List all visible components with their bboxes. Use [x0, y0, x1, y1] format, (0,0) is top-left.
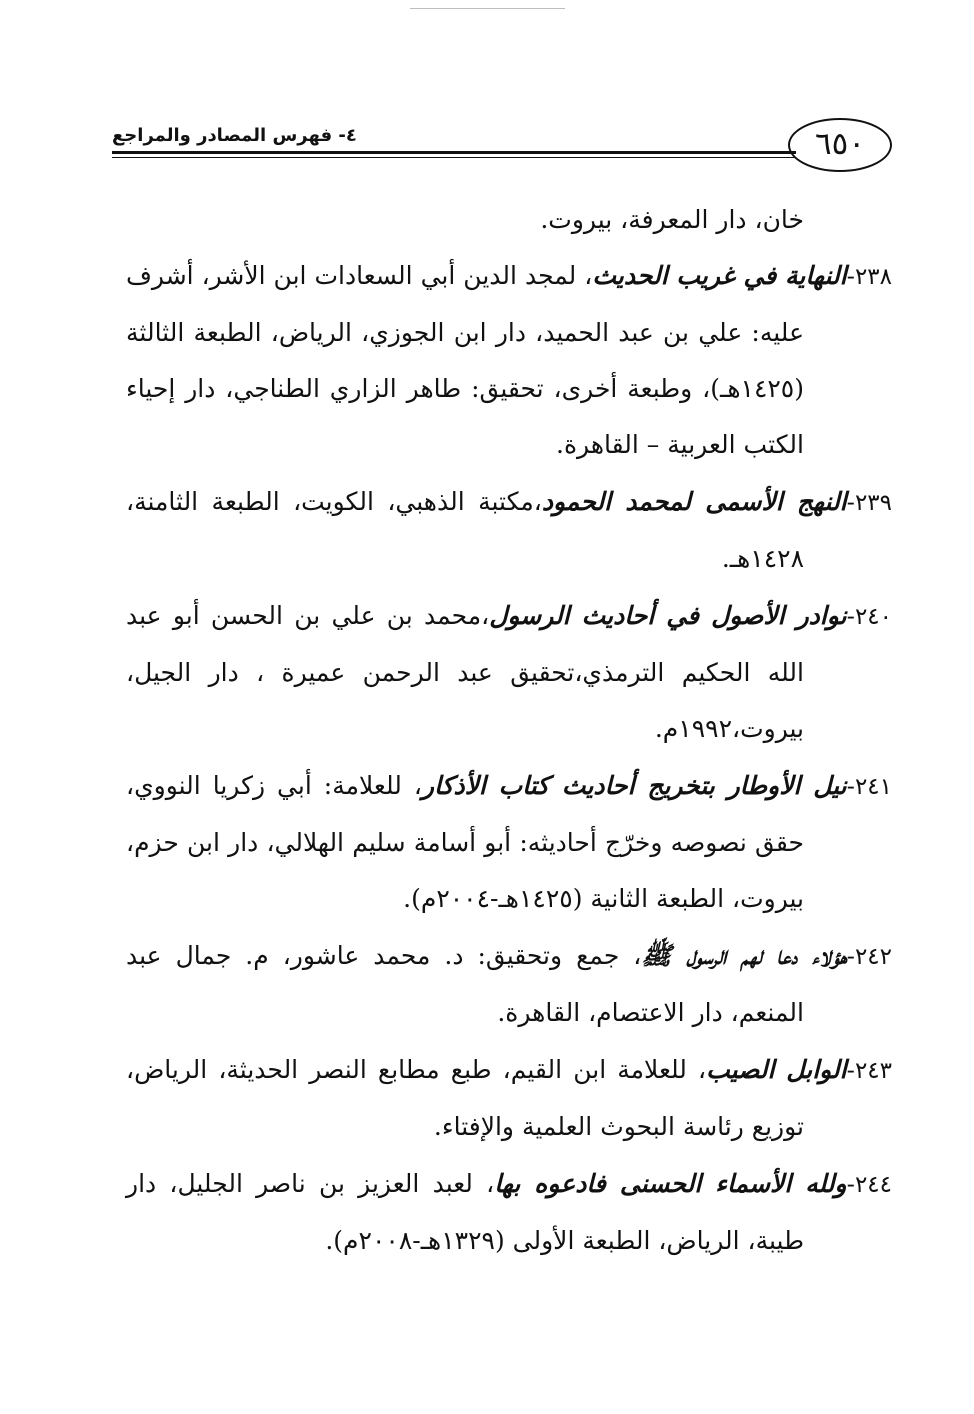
- reference-details: ، جمع وتحقيق: د. محمد عاشور، م. جمال عبد المنعم، دار الاعتصام، القاهرة.: [126, 941, 804, 1027]
- reference-details: ، لعبد العزيز بن ناصر الجليل، دار طيبة، الرياض، الطبعة الأولى (١٣٢٩هـ-٢٠٠٨م).: [126, 1169, 804, 1255]
- number-dash: -: [846, 264, 855, 290]
- references-list: [126, 192, 892, 1270]
- number-dash: -: [846, 490, 855, 516]
- reference-title: النهاية في غريب الحديث: [592, 261, 847, 290]
- reference-title: نيل الأوطار بتخريج أحاديث كتاب الأذكار: [421, 771, 847, 800]
- reference-title: ولله الأسماء الحسنى فادعوه بها: [494, 1169, 847, 1198]
- top-rule: [410, 8, 565, 9]
- reference-details: ، لمجد الدين أبي السعادات ابن الأشر، أشرف عليه: علي بن عبد الحميد، دار ابن الجوزي، الرياض، الطبعة الثالثة (١٤٢٥هـ)، وطبعة أخرى، تحقيق: طاهر الزاري الطناجي، دار إحياء الكتب العربية – القاهرة.: [126, 261, 804, 459]
- number-dash: -: [846, 944, 855, 970]
- reference-entry-242: [126, 928, 892, 1041]
- reference-entry-238: [126, 248, 892, 473]
- page-number: ٦٥٠: [815, 126, 865, 162]
- reference-number: ٢٣٨: [854, 264, 892, 290]
- reference-title: الوابل الصيب: [706, 1055, 847, 1084]
- reference-title: هؤلاء دعا لهم الرسول ﷺ: [641, 941, 847, 970]
- reference-number: ٢٣٩: [854, 490, 893, 516]
- reference-number: ٢٤١: [854, 774, 893, 800]
- number-dash: -: [846, 1172, 855, 1198]
- reference-details: ، للعلامة ابن القيم، طبع مطابع النصر الحديثة، الرياض، توزيع رئاسة البحوث العلمية والإفتاء.: [126, 1055, 804, 1141]
- number-dash: -: [846, 604, 855, 630]
- number-dash: -: [846, 1058, 855, 1084]
- reference-entry-239: [126, 474, 892, 587]
- reference-number: ٢٤٢: [854, 944, 892, 970]
- reference-title: نوادر الأصول في أحاديث الرسول: [489, 601, 847, 630]
- continuation-text: خان، دار المعرفة، بيروت.: [540, 205, 804, 234]
- page-header: [112, 118, 902, 178]
- header-thick-rule: [112, 151, 796, 154]
- reference-entry-243: [126, 1042, 892, 1155]
- reference-number: ٢٤٤: [854, 1172, 892, 1198]
- header-thin-rule: [112, 157, 796, 158]
- reference-title: النهج الأسمى لمحمد الحمود: [541, 487, 847, 516]
- reference-details: ،محمد بن علي بن الحسن أبو عبد الله الحكيم الترمذي،تحقيق عبد الرحمن عميرة ، دار الجيل، بيروت،١٩٩٢م.: [126, 601, 804, 743]
- reference-number: ٢٤٠: [854, 604, 892, 630]
- reference-entry-244: [126, 1156, 892, 1269]
- number-dash: -: [846, 774, 855, 800]
- reference-details: ، للعلامة: أبي زكريا النووي، حقق نصوصه وخرّج أحاديثه: أبو أسامة سليم الهلالي، دار ابن حزم، بيروت، الطبعة الثانية (١٤٢٥هـ-٢٠٠٤م).: [126, 771, 804, 913]
- reference-entry-240: [126, 588, 892, 757]
- page-number-badge: [788, 118, 902, 178]
- reference-details: ،مكتبة الذهبي، الكويت، الطبعة الثامنة، ١٤٢٨هـ.: [126, 487, 804, 573]
- section-title: ٤- فهرس المصادر والمراجع: [112, 125, 357, 146]
- reference-entry-241: [126, 758, 892, 927]
- reference-number: ٢٤٣: [854, 1058, 892, 1084]
